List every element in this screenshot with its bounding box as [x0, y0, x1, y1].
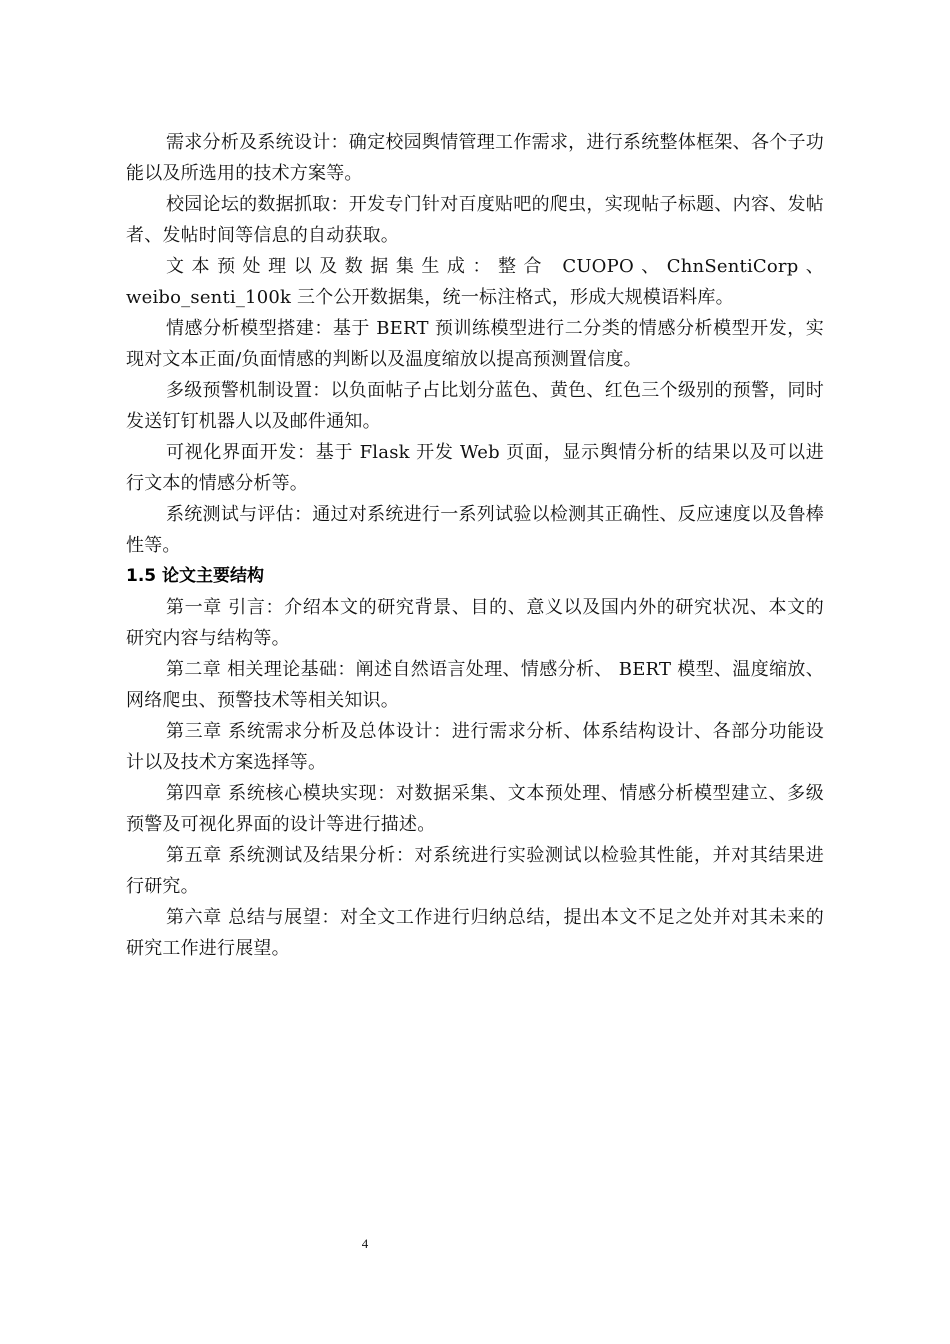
- paragraph-data-crawling: 校园论坛的数据抓取：开发专门针对百度贴吧的爬虫，实现帖子标题、内容、发帖者、发帖时间等信息的自动获取。: [126, 194, 824, 246]
- paragraph-chapter-3: 第三章 系统需求分析及总体设计：进行需求分析、体系结构设计、各部分功能设计以及技术方案选择等。: [126, 721, 824, 773]
- paragraph-requirements-design: 需求分析及系统设计：确定校园舆情管理工作需求，进行系统整体框架、各个子功能以及所选用的技术方案等。: [126, 132, 824, 184]
- paragraph-chapter-1: 第一章 引言：介绍本文的研究背景、目的、意义以及国内外的研究状况、本文的研究内容与结构等。: [126, 597, 824, 649]
- paragraph-text-preprocessing: 文本预处理以及数据集生成：整合 CUOPO、ChnSentiCorp、weibo_senti_100k 三个公开数据集，统一标注格式，形成大规模语料库。: [126, 256, 824, 308]
- page-content: [126, 127, 824, 964]
- paragraph-sentiment-model: 情感分析模型搭建：基于 BERT 预训练模型进行二分类的情感分析模型开发，实现对文本正面/负面情感的判断以及温度缩放以提高预测置信度。: [126, 318, 824, 370]
- paragraph-warning-mechanism: 多级预警机制设置：以负面帖子占比划分蓝色、黄色、红色三个级别的预警，同时发送钉钉机器人以及邮件通知。: [126, 380, 824, 432]
- paragraph-chapter-6: 第六章 总结与展望：对全文工作进行归纳总结，提出本文不足之处并对其未来的研究工作进行展望。: [126, 907, 824, 959]
- paragraph-visualization: 可视化界面开发：基于 Flask 开发 Web 页面，显示舆情分析的结果以及可以进行文本的情感分析等。: [126, 442, 824, 494]
- section-heading: 1.5 论文主要结构: [126, 566, 265, 586]
- paragraph-chapter-2: 第二章 相关理论基础：阐述自然语言处理、情感分析、 BERT 模型、温度缩放、网络爬虫、预警技术等相关知识。: [126, 659, 824, 711]
- page-number: 4: [361, 1236, 369, 1251]
- paragraph-testing: 系统测试与评估：通过对系统进行一系列试验以检测其正确性、反应速度以及鲁棒性等。: [126, 504, 824, 556]
- paragraph-chapter-5: 第五章 系统测试及结果分析：对系统进行实验测试以检验其性能，并对其结果进行研究。: [126, 845, 824, 897]
- paragraph-chapter-4: 第四章 系统核心模块实现：对数据采集、文本预处理、情感分析模型建立、多级预警及可视化界面的设计等进行描述。: [126, 783, 824, 835]
